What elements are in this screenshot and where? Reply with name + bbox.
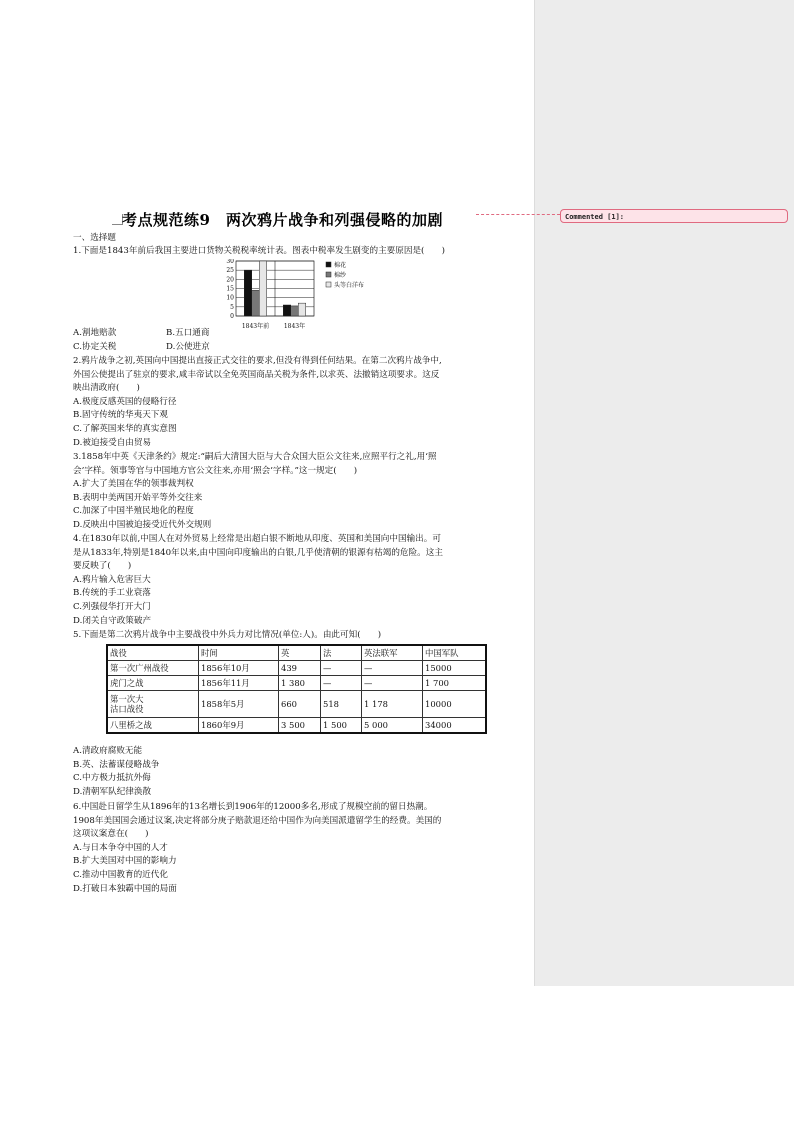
table-cell: 八里桥之战 [107, 718, 199, 734]
table-header-cell: 英 [279, 645, 321, 661]
comment-balloon[interactable] [560, 209, 788, 223]
question-1-options-row-2 [73, 341, 528, 355]
table-row [107, 676, 486, 691]
table-header-cell: 法 [321, 645, 362, 661]
table-cell: 1 500 [321, 718, 362, 734]
table-cell: 10000 [423, 691, 487, 718]
table-cell: 第一次广州战役 [107, 661, 199, 676]
question-4 [73, 533, 528, 628]
chart-legend-label: 棉纱 [334, 272, 347, 279]
table-cell: 34000 [423, 718, 487, 734]
chart-bar [283, 305, 291, 316]
question-4-line: 4.在1830年以前,中国人在对外贸易上经常是出超白银不断地从印度、英国和美国向中国输出。可 [73, 534, 441, 544]
table-cell-text: 第一次大 沽口战役 [110, 694, 144, 714]
option-a: A.极度反感英国的侵略行径 [73, 396, 177, 407]
tariff-chart-svg [222, 259, 392, 331]
question-1-stem [73, 245, 528, 259]
question-1-options [73, 327, 528, 354]
question-2 [73, 355, 528, 450]
chart-y-tick-label: 30 [226, 259, 234, 265]
table-cell: 5 000 [362, 718, 423, 734]
chart-bar [252, 290, 260, 316]
option-a: A.与日本争夺中国的人才 [73, 842, 168, 853]
question-2-line: 外国公使提出了驻京的要求,咸丰帝试以全免英国商品关税为条件,以求英、法撤销这项要求。这反 [73, 369, 440, 380]
comments-pane [534, 0, 794, 986]
chart-y-tick-label: 10 [226, 294, 234, 302]
option-b: B.五口通商 [166, 328, 210, 338]
chart-legend-label: 棉花 [334, 262, 347, 269]
table-cell: 1856年11月 [199, 676, 279, 691]
question-3 [73, 451, 528, 533]
question-6-line: 这项议案意在( ) [73, 829, 149, 840]
battle-table [106, 644, 487, 734]
page-title: 考点规范练9 两次鸦片战争和列强侵略的加剧 [122, 211, 443, 229]
chart-legend-label: 头等白洋布 [334, 282, 365, 289]
question-6-line: 6.中国赴日留学生从1896年的13名增长到1906年的12000多名,形成了规模空前的留日热潮。 [73, 802, 433, 812]
question-3-line: 会’字样。领事等官与中国地方官公文往来,亦用‘照会’字样。”这一规定( ) [73, 465, 358, 476]
battle-table-wrap [106, 644, 487, 734]
option-b: B.扩大美国对中国的影响力 [73, 856, 177, 867]
table-cell: 1 178 [362, 691, 423, 718]
question-2-line: 2.鸦片战争之初,英国向中国提出直接正式交往的要求,但没有得到任何结果。在第二次鸦片战争中, [73, 356, 442, 366]
table-header-cell: 时间 [199, 645, 279, 661]
option-c: C.列强侵华打开大门 [73, 601, 151, 612]
option-a: A.鸦片输入危害巨大 [73, 574, 151, 585]
question-5-stem-text: 5.下面是第二次鸦片战争中主要战役中外兵力对比情况(单位:人)。由此可知( ) [73, 630, 382, 640]
table-row [107, 718, 486, 734]
chart-y-tick-label: 5 [230, 303, 234, 311]
chart-bar [244, 270, 252, 316]
question-4-line: 要反映了( ) [73, 561, 132, 572]
table-cell: 1858年5月 [199, 691, 279, 718]
table-cell: — [321, 676, 362, 691]
table-cell: 1860年9月 [199, 718, 279, 734]
question-5-stem [73, 629, 528, 643]
chart-bar [291, 306, 299, 316]
table-cell: 15000 [423, 661, 487, 676]
chart-y-tick-label: 20 [226, 276, 234, 284]
option-d: D.清朝军队纪律涣散 [73, 786, 152, 797]
question-6-line: 1908年美国国会通过议案,决定将部分庚子赔款退还给中国作为向美国派遣留学生的经费。美国的 [73, 815, 442, 826]
table-cell: 虎门之战 [107, 676, 199, 691]
option-d: D.打破日本独霸中国的局面 [73, 883, 177, 894]
question-3-line: 3.1858年中英《天津条约》规定:“嗣后大清国大臣与大合众国大臣公文往来,应照平行之礼,用‘照 [73, 452, 437, 462]
option-d: D.公使进京 [166, 341, 210, 352]
option-a: A.扩大了美国在华的领事裁判权 [73, 479, 194, 490]
chart-legend-swatch [326, 282, 331, 287]
table-header-row [107, 645, 486, 661]
table-cell: 1 380 [279, 676, 321, 691]
chart-legend-swatch [326, 262, 331, 267]
chart-x-tick-label: 1843年 [283, 323, 306, 330]
chart-y-tick-label: 15 [226, 285, 234, 293]
option-a: A.割地赔款 [73, 328, 117, 338]
option-d: D.闭关自守政策破产 [73, 615, 152, 626]
question-6 [73, 801, 528, 896]
table-header-cell: 中国军队 [423, 645, 487, 661]
table-cell: 1 700 [423, 676, 487, 691]
option-c: C.加深了中国半殖民地化的程度 [73, 506, 194, 517]
table-cell: 660 [279, 691, 321, 718]
chart-x-tick-label: 1843年前 [241, 323, 270, 330]
option-b: B.传统的手工业衰落 [73, 588, 151, 599]
table-cell: — [321, 661, 362, 676]
table-cell: — [362, 661, 423, 676]
table-cell: 439 [279, 661, 321, 676]
chart-bar [259, 261, 267, 316]
table-cell: 3 500 [279, 718, 321, 734]
chart-y-tick-label: 25 [226, 267, 234, 275]
option-b: B.表明中美两国开始平等外交往来 [73, 492, 203, 503]
table-cell [107, 691, 199, 718]
table-cell: 1856年10月 [199, 661, 279, 676]
table-row [107, 691, 486, 718]
option-c: C.中方极力抵抗外侮 [73, 773, 151, 784]
option-b: B.固守传统的华夷天下观 [73, 410, 168, 421]
chart-legend-swatch [326, 272, 331, 277]
tariff-chart [222, 259, 392, 331]
question-1-options-row-1 [73, 327, 528, 341]
option-d: D.反映出中国被迫接受近代外交规则 [73, 519, 212, 530]
table-cell: — [362, 676, 423, 691]
table-header-cell: 英法联军 [362, 645, 423, 661]
option-c: C.协定关税 [73, 341, 117, 352]
table-cell: 518 [321, 691, 362, 718]
question-1-stem-text: 1.下面是1843年前后我国主要进口货物关税税率统计表。图表中税率发生剧变的主要原因是( ) [73, 246, 445, 256]
option-a: A.清政府腐败无能 [73, 746, 143, 756]
comment-label: Commented [1]: [565, 213, 625, 221]
option-d: D.被迫接受自由贸易 [73, 437, 152, 448]
question-2-line: 映出清政府( ) [73, 383, 140, 394]
chart-bar [298, 303, 306, 316]
section-heading: 一、选择题 [73, 233, 116, 243]
table-row [107, 661, 486, 676]
table-header-cell: 战役 [107, 645, 199, 661]
question-4-line: 是从1833年,特别是1840年以来,由中国向印度输出的白银,几乎使清朝的银源有枯竭的危险。这主 [73, 547, 443, 558]
comment-connector [476, 214, 560, 216]
chart-y-tick-label: 0 [230, 313, 234, 320]
option-c: C.推动中国教育的近代化 [73, 869, 168, 880]
question-5-options [73, 745, 528, 799]
option-c: C.了解英国来华的真实意图 [73, 423, 177, 434]
option-b: B.英、法蓄谋侵略战争 [73, 759, 160, 770]
